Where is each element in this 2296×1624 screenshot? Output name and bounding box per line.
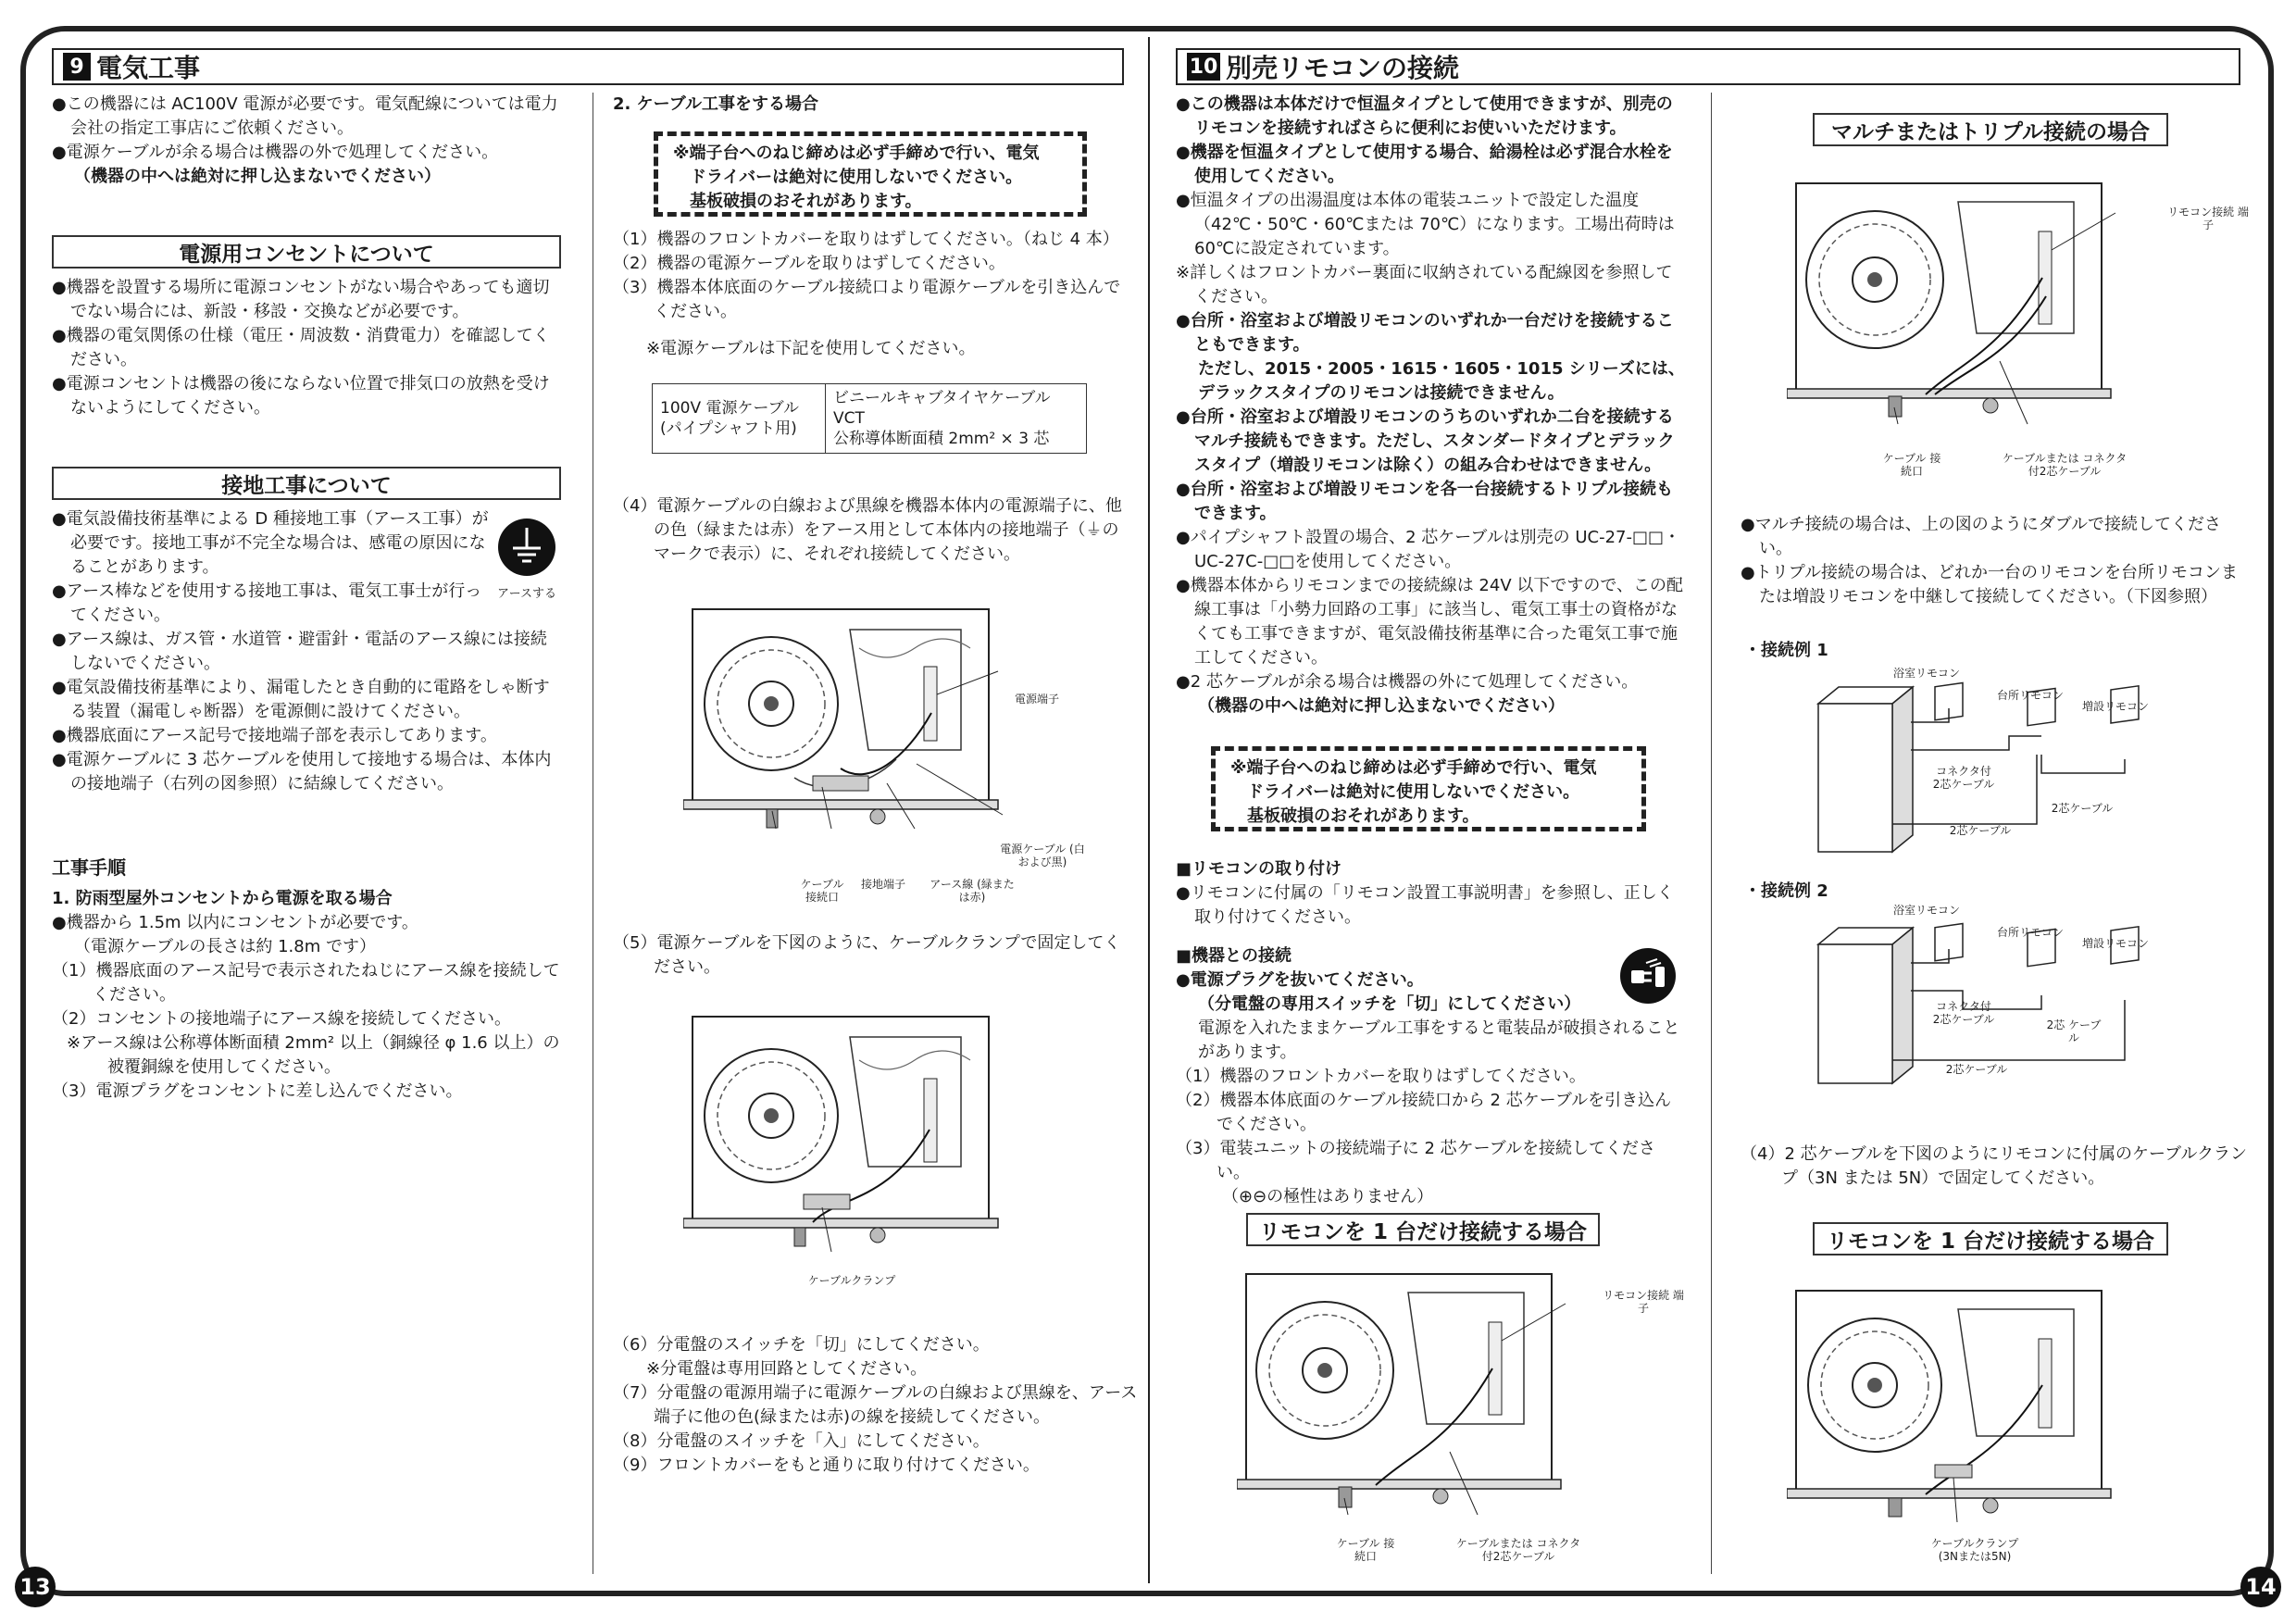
text-line: （6）分電盤のスイッチを「切」にしてください。 — [613, 1335, 990, 1355]
text-line: ●機器底面にアース記号で接地端子部を表示してあります。 — [52, 726, 497, 745]
mount-section — [1176, 857, 1685, 930]
earth-symbol — [494, 515, 559, 601]
procedure-title: 工事手順 — [52, 856, 126, 879]
connection-title: ■機器との接続 — [1176, 946, 1292, 966]
text-line: ●機器を恒温タイプとして使用する場合、給湯栓は必ず混合水栓を使用してください。 — [1176, 143, 1673, 186]
text-line: （機器の中へは絶対に押し込まないでください） — [1198, 696, 1565, 716]
step-4-remote — [1741, 1143, 2250, 1191]
text-line: （2）機器の電源ケーブルを取りはずしてください。 — [613, 254, 1005, 273]
section-9-header — [52, 48, 1124, 85]
earth-heading: 接地工事について — [52, 467, 561, 500]
final-steps — [613, 1333, 1141, 1478]
text-line: ※詳しくはフロントカバー裏面に収納されている配線図を参照してください。 — [1176, 263, 1673, 306]
label-cable: 2芯ケーブル — [1945, 1063, 2008, 1076]
cable-clamp-figure — [683, 1009, 1091, 1259]
text-line: （2）コンセントの接地端子にアース線を接続してください。 — [52, 1009, 512, 1029]
procedure — [52, 856, 570, 1104]
text-line: ●リモコンに付属の「リモコン設置工事説明書」を参照し、正しく取り付けてください。 — [1176, 883, 1674, 927]
label-kitchen-remote: 台所リモコン — [1996, 689, 2064, 702]
label-extra-remote: 増設リモコン — [2081, 937, 2149, 950]
s10-intro — [1176, 93, 1685, 718]
label-two-core-cable: ケーブルまたは コネクタ付2芯ケーブル — [1455, 1537, 1581, 1563]
cable-section: 公称導体断面積 2mm² × 3 芯 — [833, 430, 1050, 448]
text-line: ドライバーは絶対に使用しないでください。 — [1247, 782, 1580, 802]
text-line: ●恒温タイプの出湯温度は本体の電装ユニットで設定した温度（42℃・50℃・60℃または 70℃）になります。工場出荷時は 60℃に設定されています。 — [1176, 191, 1675, 258]
label-cable-clamp: ケーブルクランプ — [807, 1274, 896, 1287]
warning-box-left — [654, 131, 1087, 217]
text-line: （分電盤の専用スイッチを「切」にしてください） — [1198, 994, 1581, 1014]
ground-icon — [494, 515, 559, 580]
text-line: ●この機器は本体だけで恒温タイプとして使用できますが、別売のリモコンを接続すればさらに便利にお使いいただけます。 — [1176, 94, 1673, 138]
example-2-title: ・接続例 2 — [1744, 881, 1828, 901]
text-line: 電源を入れたままケーブル工事をすると電装品が破損されることがあります。 — [1198, 1018, 1680, 1062]
label-remote-terminal: リモコン接続 端子 — [2167, 206, 2249, 231]
earth-icon-label: アースする — [497, 587, 556, 601]
label-cable: 2芯ケーブル — [1949, 824, 2012, 837]
example-1-title: ・接続例 1 — [1744, 641, 1828, 660]
text-line: 基板破損のおそれがあります。 — [690, 192, 922, 211]
label-two-core-cable: ケーブルまたは コネクタ付2芯ケーブル — [2002, 452, 2128, 478]
procedure-1-title: 1. 防雨型屋外コンセントから電源を取る場合 — [52, 889, 393, 908]
section-title: 電気工事 — [96, 53, 201, 83]
label-cable-clamp: ケーブルクランプ (3Nまたは5N) — [1930, 1537, 2019, 1563]
text-line: ●機器を設置する場所に電源コンセントがない場合やあっても適切でない場合には、新設・移設・交換などが必要です。 — [52, 278, 550, 321]
cable-spec-table — [652, 383, 1087, 454]
text-line: ●電源ケーブルが余る場合は機器の外で処理してください。 — [52, 143, 499, 162]
text-line: ●パイプシャフト設置の場合、2 芯ケーブルは別売の UC-27-□□・UC-27C-□□を使用してください。 — [1176, 528, 1681, 571]
text-line: （4）2 芯ケーブルを下図のようにリモコンに付属のケーブルクランプ（3N または 5N）で固定してください。 — [1741, 1144, 2248, 1188]
text-line: （3）機器本体底面のケーブル接続口より電源ケーブルを引き込んでください。 — [613, 278, 1121, 321]
earth-text — [52, 507, 561, 796]
page-number-right: 14 — [2240, 1567, 2281, 1607]
text-line: ●この機器には AC100V 電源が必要です。電気配線については電力会社の指定工事店にご依頼ください。 — [52, 94, 558, 138]
text-line: ●機器本体からリモコンまでの接続線は 24V 以下ですので、この配線工事は「小勢力回路の工事」に該当し、電気工事士の資格がなくても工事できますが、電気設備技術基準に合った電気工事で施工してください。 — [1176, 576, 1684, 668]
text-line: （3）電源プラグをコンセントに差し込んでください。 — [52, 1081, 463, 1101]
text-line: ※端子台へのねじ締めは必ず手締めで行い、電気 — [673, 144, 1040, 163]
table-row — [653, 384, 1087, 454]
label-bath-remote: 浴室リモコン — [1892, 904, 1960, 917]
label-cable-inlet: ケーブル 接続口 — [1882, 452, 1941, 478]
label-bath-remote: 浴室リモコン — [1892, 667, 1960, 680]
table-cell — [826, 384, 1087, 454]
text-line: ●台所・浴室および増設リモコンのいずれか一台だけを接続することもできます。 — [1176, 311, 1674, 355]
multi-text — [1741, 513, 2250, 609]
page-divider — [1148, 37, 1150, 1583]
text-line: （⊕⊖の極性はありません） — [1222, 1187, 1434, 1206]
text-line: ●機器から 1.5m 以内にコンセントが必要です。 — [52, 913, 418, 932]
multi-remote-figure — [1787, 176, 2176, 426]
page-number-left: 13 — [15, 1567, 56, 1607]
label-power-cable: 電源ケーブル (白および黒) — [1000, 843, 1085, 868]
text-line: （7）分電盤の電源用端子に電源ケーブルの白線および黒線を、アース端子に他の色(緑または赤)の線を接続してください。 — [613, 1383, 1138, 1427]
multi-heading: マルチまたはトリプル接続の場合 — [1813, 113, 2168, 146]
text-line: ※アース線は公称導体断面積 2mm² 以上（銅線径 φ 1.6 以上）の被覆銅線を使用してください。 — [67, 1033, 560, 1077]
label-power-terminal: 電源端子 — [1014, 693, 1059, 706]
text-line: ●電源ケーブルに 3 芯ケーブルを使用して接地する場合は、本体内の接地端子（右列の図参照）に結線してください。 — [52, 750, 552, 793]
text-line: ●機器の電気関係の仕様（電圧・周波数・消費電力）を確認してください。 — [52, 326, 550, 369]
text-line: ●2 芯ケーブルが余る場合は機器の外にて処理してください。 — [1176, 672, 1639, 692]
text-line: （機器の中へは絶対に押し込まないでください） — [74, 167, 441, 186]
text-line: ●マルチ接続の場合は、上の図のようにダブルで接続してください。 — [1741, 515, 2221, 558]
single-remote-figure — [1237, 1267, 1626, 1517]
unplug-icon — [1618, 946, 1678, 1006]
section-title: 別売リモコンの接続 — [1226, 53, 1460, 83]
warning-box-right — [1211, 746, 1646, 831]
procedure-2-title: 2. ケーブル工事をする場合 — [613, 94, 819, 114]
step-5 — [613, 931, 1131, 980]
single-remote-heading-2: リモコンを 1 台だけ接続する場合 — [1813, 1222, 2168, 1255]
text-line: ※端子台へのねじ締めは必ず手締めで行い、電気 — [1230, 758, 1597, 778]
label-extra-remote: 増設リモコン — [2081, 700, 2149, 713]
power-wiring-figure — [683, 602, 1091, 833]
column-rule — [1711, 93, 1712, 1574]
mount-title: ■リモコンの取り付け — [1176, 859, 1342, 879]
label-kitchen-remote: 台所リモコン — [1996, 926, 2064, 939]
text-line: 基板破損のおそれがあります。 — [1247, 806, 1479, 826]
text-line: ●アース線は、ガス管・水道管・避雷針・電話のアース線には接続しないでください。 — [52, 630, 547, 673]
cable-note: ※電源ケーブルは下記を使用してください。 — [646, 339, 976, 358]
text-line: （5）電源ケーブルを下図のように、ケーブルクランプで固定してください。 — [613, 933, 1121, 977]
text-line: （9）フロントカバーをもと通りに取り付けてください。 — [613, 1455, 1040, 1475]
table-cell — [653, 384, 826, 454]
single-remote-heading: リモコンを 1 台だけ接続する場合 — [1246, 1213, 1600, 1246]
cable-type: 100V 電源ケーブル — [660, 399, 799, 418]
text-line: ●電源コンセントは機器の後にならない位置で排気口の放熱を受けないようにしてください。 — [52, 374, 550, 418]
text-line: ●電気設備技術基準による D 種接地工事（アース工事）が必要です。接地工事が不完全な場合は、感電の原因になることがあります。 — [52, 509, 489, 577]
label-connector-cable: コネクタ付 2芯ケーブル — [1932, 765, 1995, 791]
text-line: ただし、2015・2005・1615・1605・1015 シリーズには、デラックスタイプのリモコンは接続できません。 — [1198, 359, 1685, 403]
text-line: ●台所・浴室および増設リモコンを各一台接続するトリプル接続もできます。 — [1176, 480, 1673, 523]
cable-code: VCT — [833, 409, 865, 428]
text-line: ●トリプル接続の場合は、どれか一台のリモコンを台所リモコンまたは増設リモコンを中継して接続してください。（下図参照） — [1741, 563, 2238, 606]
procedure-2-title-wrap — [613, 93, 1131, 117]
label-ground-terminal: 接地端子 — [860, 878, 905, 891]
section-10-header — [1176, 48, 2240, 85]
label-cable-inlet: ケーブル 接続口 — [1336, 1537, 1395, 1563]
text-line: ●電源プラグを抜いてください。 — [1176, 970, 1424, 990]
text-line: （電源ケーブルの長さは約 1.8m です） — [74, 937, 376, 956]
text-line: （2）機器本体底面のケーブル接続口から 2 芯ケーブルを引き込んでください。 — [1176, 1091, 1672, 1134]
label-cable: 2芯 ケーブル — [2046, 1018, 2102, 1044]
text-line: ドライバーは絶対に使用しないでください。 — [690, 168, 1023, 187]
text-line: （8）分電盤のスイッチを「入」にしてください。 — [613, 1431, 990, 1451]
label-cable: 2芯ケーブル — [2051, 802, 2114, 815]
text-line: （1）機器底面のアース記号で表示されたねじにアース線を接続してください。 — [52, 961, 560, 1005]
label-connector-cable: コネクタ付 2芯ケーブル — [1932, 1000, 1995, 1026]
label-remote-terminal: リモコン接続 端子 — [1603, 1289, 1684, 1315]
text-line: ●台所・浴室および増設リモコンのうちのいずれか二台を接続するマルチ接続もできます。ただし、スタンダードタイプとデラックスタイプ（増設リモコンは除く）の組み合わせはできません。 — [1176, 407, 1675, 475]
outlet-heading: 電源用コンセントについて — [52, 235, 561, 269]
text-line: ●アース棒などを使用する接地工事は、電気工事士が行ってください。 — [52, 581, 482, 625]
text-line: ●電気設備技術基準により、漏電したとき自動的に電路をしゃ断する装置（漏電しゃ断器）を電源側に設けてください。 — [52, 678, 550, 721]
text-line: （1）機器のフロントカバーを取りはずしてください。 — [1176, 1067, 1586, 1086]
section-number: 10 — [1187, 53, 1220, 81]
remote-clamp-figure — [1787, 1283, 2176, 1524]
text-line: （1）機器のフロントカバーを取りはずしてください。（ねじ 4 本） — [613, 230, 1119, 249]
cable-name: ビニールキャブタイヤケーブル — [833, 389, 1051, 407]
text-line: （4）電源ケーブルの白線および黒線を機器本体内の電源端子に、他の色（緑または赤）をアース用として本体内の接地端子（⏚のマークで表示）に、それぞれ接続してください。 — [613, 496, 1122, 564]
section-number: 9 — [63, 53, 91, 81]
cable-use: (パイプシャフト用) — [660, 419, 797, 438]
label-earth-wire: アース線 (緑または赤) — [930, 878, 1015, 904]
connection-section — [1176, 944, 1685, 1209]
text-line: （3）電装ユニットの接続端子に 2 芯ケーブルを接続してください。 — [1176, 1139, 1656, 1182]
s9-intro — [52, 93, 561, 189]
label-cable-inlet: ケーブル 接続口 — [800, 878, 844, 904]
outlet-text — [52, 276, 561, 420]
step-4 — [613, 494, 1131, 567]
procedure-2-steps — [613, 228, 1131, 361]
text-line: ※分電盤は専用回路としてください。 — [646, 1359, 928, 1379]
